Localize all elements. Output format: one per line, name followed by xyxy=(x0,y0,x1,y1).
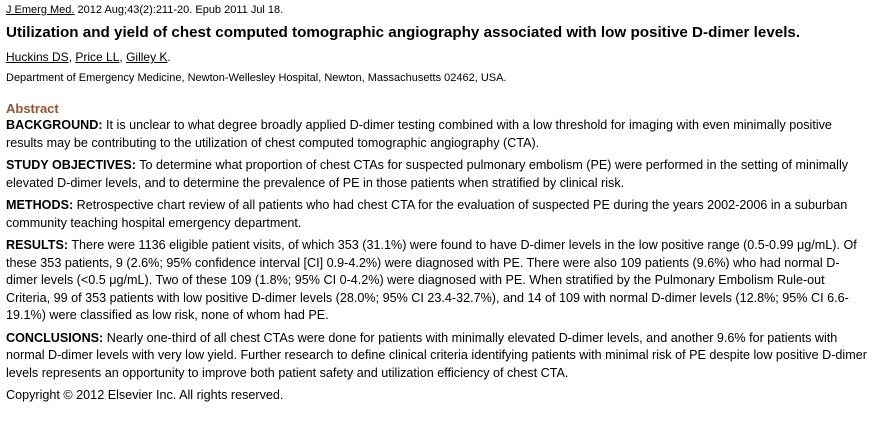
author-separator: , xyxy=(68,50,76,64)
author-list xyxy=(6,49,868,65)
section-text: Nearly one-third of all chest CTAs were done for patients with minimally elevated D-dimer levels, and another 9.6% for patients with normal D-dimer levels with very low yield. Further research to define clinical criteria identifying patients with minimal risk of PE despite low positive D-dimer levels represents an opportunity to improve both patient safety and utilization efficiency of chest CTA. xyxy=(6,330,867,380)
copyright-notice: Copyright © 2012 Elsevier Inc. All rights reserved. xyxy=(6,388,284,402)
abstract-study-objectives xyxy=(6,157,868,192)
abstract-heading: Abstract xyxy=(6,101,59,116)
abstract-results xyxy=(6,237,868,325)
author-link[interactable]: Huckins DS xyxy=(6,50,69,64)
abstract-background xyxy=(6,117,868,152)
section-label: CONCLUSIONS: xyxy=(6,330,104,345)
section-text: It is unclear to what degree broadly applied D-dimer testing combined with a low threshold for imaging with even minimally positive results may be contributing to the utilization of chest computed tomographic angiography (CTA). xyxy=(6,118,832,150)
affiliation: Department of Emergency Medicine, Newton-Wellesley Hospital, Newton, Massachusetts 02462, USA. xyxy=(6,72,507,84)
article-title: Utilization and yield of chest computed tomographic angiography associated with low positive D-dimer levels. xyxy=(6,24,801,41)
section-label: RESULTS: xyxy=(6,238,69,252)
author-link[interactable]: Gilley K xyxy=(126,50,168,64)
author-link[interactable]: Price LL xyxy=(75,50,120,64)
section-label: METHODS: xyxy=(6,198,74,212)
citation-line xyxy=(6,3,868,17)
author-separator: . xyxy=(167,50,171,64)
section-label: BACKGROUND: xyxy=(6,118,103,132)
journal-link[interactable]: J Emerg Med. xyxy=(6,4,75,16)
abstract-conclusions xyxy=(6,330,868,383)
author-separator: , xyxy=(119,50,127,64)
citation-details: 2012 Aug;43(2):211-20. Epub 2011 Jul 18. xyxy=(77,4,284,16)
section-text: There were 1136 eligible patient visits, of which 353 (31.1%) were found to have D-dimer levels in the low positive range (0.5-0.99 μg/mL). Of these 353 patients, 9 (2.6%; 95% confidence interval [CI] 0.9-4.2%) were diagnosed with PE. There were also 109 patients (9.6%) who had normal D-dimer levels (<0.5 μg/mL). Two of these 109 (1.8%; 95% CI 0-4.2%) were diagnosed with PE. When stratified by the Pulmonary Embolism Rule-out Criteria, 99 of 353 patients with low positive D-dimer levels (28.0%; 95% CI 23.4-32.7%), and 14 of 109 with normal D-dimer levels (12.8%; 95% CI 6.6-19.1%) were classified as low risk, none of whom had PE. xyxy=(6,238,857,322)
abstract-methods xyxy=(6,197,868,232)
section-label: STUDY OBJECTIVES: xyxy=(6,158,136,172)
section-text: To determine what proportion of chest CTAs for suspected pulmonary embolism (PE) were performed in the setting of minimally elevated D-dimer levels, and to determine the prevalence of PE in those patients when stratified by clinical risk. xyxy=(6,158,849,190)
section-text: Retrospective chart review of all patients who had chest CTA for the evaluation of suspected PE during the years 2002-2006 in a suburban community teaching hospital emergency department. xyxy=(6,198,848,230)
